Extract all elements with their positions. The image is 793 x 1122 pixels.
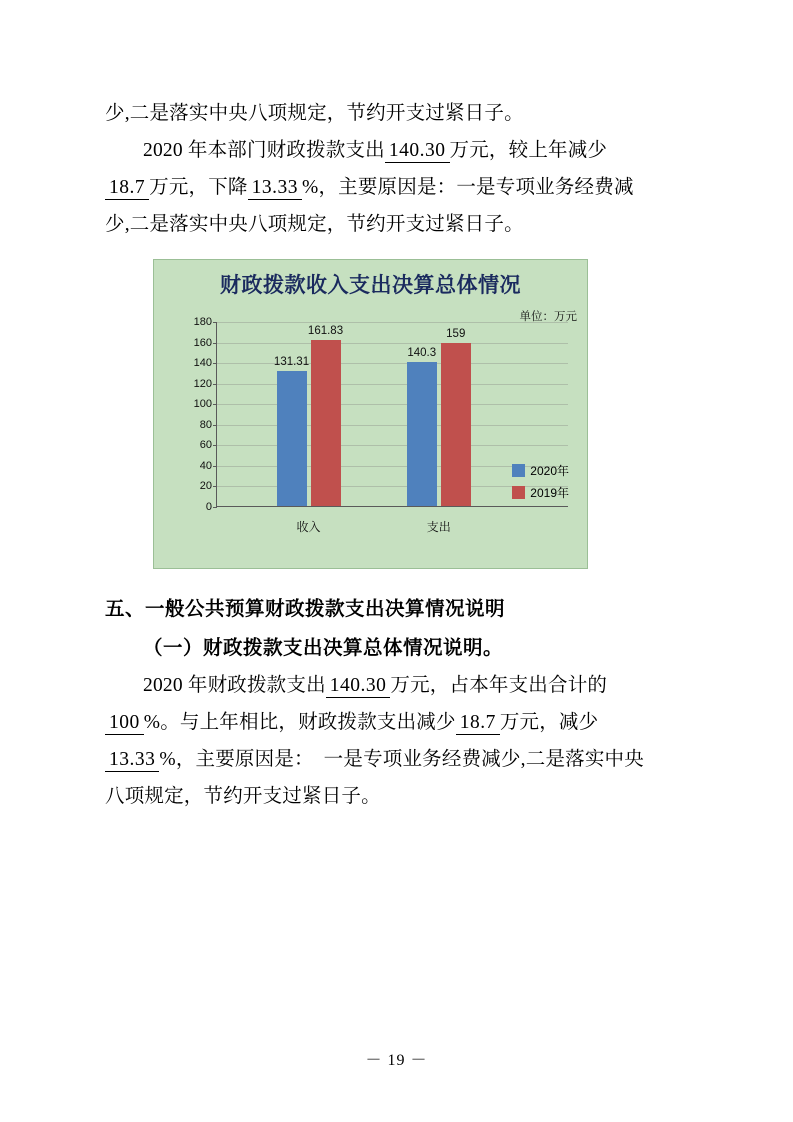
text-run: 万元，下降: [149, 177, 248, 198]
chart-y-tick-mark: [213, 445, 217, 446]
underlined-value: 13.33: [105, 749, 159, 772]
text-run: 万元，减少: [499, 712, 599, 733]
chart-bar-value-label: 140.3: [407, 346, 437, 359]
underlined-value: 140.30: [385, 140, 450, 163]
text-run: 2020 年本部门财政拨款支出: [143, 140, 385, 161]
chart-gridline: [217, 404, 568, 405]
underlined-value: 140.30: [326, 675, 391, 698]
chart-y-tick-label: 60: [199, 439, 212, 452]
chart-bar-value-label: 161.83: [307, 324, 344, 337]
chart-y-tick-label: 160: [193, 336, 212, 349]
chart-legend-swatch: [512, 486, 525, 499]
chart-y-tick-mark: [213, 322, 217, 323]
paragraph-block-top: [105, 95, 695, 243]
underlined-value: 13.33: [248, 177, 302, 200]
paragraph-line: [105, 741, 695, 778]
chart-gridline: [217, 322, 568, 323]
paragraph-line: [105, 778, 695, 815]
chart-y-tick-mark: [213, 384, 217, 385]
chart-y-tick-mark: [213, 363, 217, 364]
chart-legend-label: 2020年: [530, 464, 569, 478]
chart-gridline: [217, 343, 568, 344]
text-run: 万元，较上年减少: [449, 140, 608, 161]
chart-y-tick-mark: [213, 404, 217, 405]
sub-heading: （一）财政拨款支出决算总体情况说明。: [143, 637, 504, 659]
underlined-value: 100: [105, 712, 144, 735]
text-run: 万元，占本年支出合计的: [390, 675, 608, 696]
paragraph-line: [105, 95, 695, 132]
paragraph-line: [105, 169, 695, 206]
chart-financial-allocation: [153, 259, 588, 569]
underlined-value: 18.7: [456, 712, 500, 735]
chart-bar: [407, 346, 437, 506]
chart-title: 财政拨款收入支出决算总体情况: [220, 274, 521, 297]
paragraph-line: [105, 704, 695, 741]
text-run: 八项规定，节约开支过紧日子。: [105, 786, 381, 807]
section-heading: 五、一般公共预算财政拨款支出决算情况说明: [105, 598, 506, 620]
paragraph-line: [105, 667, 695, 704]
chart-legend-swatch: [512, 464, 525, 477]
chart-bar-value-label: 131.31: [273, 356, 310, 369]
page-number: － 19 －: [365, 1052, 428, 1069]
chart-x-tick-label: 收入: [296, 520, 321, 534]
chart-unit-label: 单位：万元: [519, 311, 577, 323]
chart-y-tick-label: 140: [193, 357, 212, 370]
chart-y-tick-label: 100: [193, 398, 212, 411]
chart-legend-item: [512, 484, 569, 501]
chart-bar: [307, 324, 344, 506]
chart-y-tick-label: 0: [205, 501, 212, 513]
chart-gridline: [217, 425, 568, 426]
chart-y-tick-mark: [213, 343, 217, 344]
chart-legend-item: [512, 462, 569, 479]
chart-gridline: [217, 384, 568, 385]
chart-x-tick-label: 支出: [426, 520, 451, 534]
text-run: %，主要原因是： 一是专项业务经费减少,二是落实中央: [159, 749, 644, 770]
text-run: 2020 年财政拨款支出: [143, 675, 326, 696]
chart-bar: [441, 327, 471, 506]
paragraph-line: [105, 206, 695, 243]
chart-legend-label: 2019年: [530, 486, 569, 500]
chart-gridline: [217, 445, 568, 446]
chart-y-tick-label: 40: [199, 459, 212, 472]
text-run: %，主要原因是：一是专项业务经费减: [302, 177, 634, 198]
chart-gridline: [217, 363, 568, 364]
paragraph-block-bottom: [105, 667, 695, 815]
text-run: 少,二是落实中央八项规定，节约开支过紧日子。: [105, 214, 524, 235]
text-run: 少,二是落实中央八项规定，节约开支过紧日子。: [105, 103, 524, 124]
chart-y-tick-mark: [213, 425, 217, 426]
chart-y-tick-mark: [213, 486, 217, 487]
chart-y-tick-label: 80: [199, 418, 212, 431]
chart-bar-value-label: 159: [446, 327, 466, 340]
chart-legend: [512, 462, 569, 506]
chart-bar: [273, 356, 310, 506]
chart-y-tick-mark: [213, 466, 217, 467]
chart-y-tick-label: 20: [199, 480, 212, 493]
chart-y-tick-label: 120: [193, 377, 212, 390]
text-run: %。与上年相比，财政拨款支出减少: [143, 712, 456, 733]
chart-y-tick-label: 180: [193, 316, 212, 328]
underlined-value: 18.7: [105, 177, 149, 200]
chart-y-tick-mark: [213, 507, 217, 508]
paragraph-line: [105, 132, 695, 169]
